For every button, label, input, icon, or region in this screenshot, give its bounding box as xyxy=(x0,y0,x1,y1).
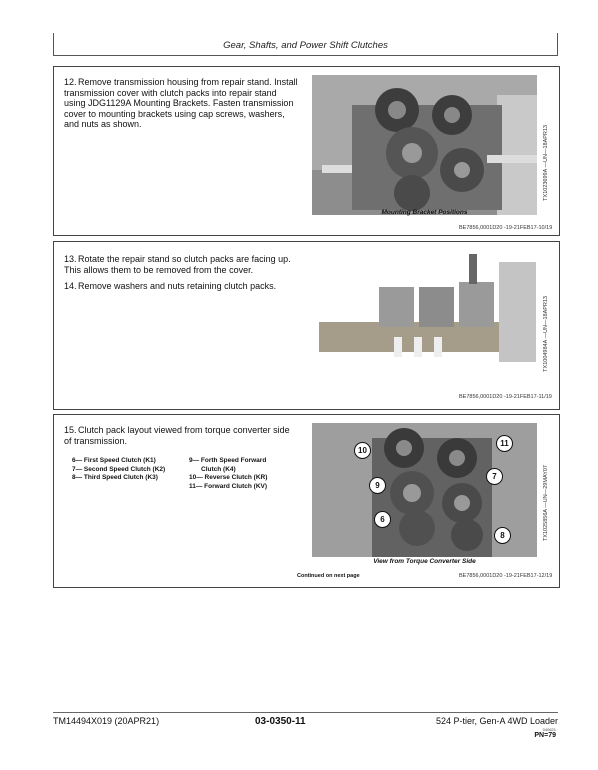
reference-code: BE7856,0001D20 -19-21FEB17-11/19 xyxy=(459,394,552,400)
footer-divider xyxy=(53,712,558,713)
reference-code: BE7856,0001D20 -19-21FEB17-12/19 xyxy=(459,573,553,579)
clutch-packs-illustration xyxy=(319,252,536,370)
clutch-legend-right xyxy=(189,457,267,491)
step-text-area xyxy=(64,77,299,136)
callout-6: 6 xyxy=(374,511,391,528)
footer-page-number: 03-0350-11 xyxy=(255,716,306,727)
step-number: 13. xyxy=(64,254,77,264)
procedure-block-12 xyxy=(53,66,560,236)
photo-caption: View from Torque Converter Side xyxy=(373,558,476,565)
clutch-packs-photo xyxy=(319,252,536,370)
photo-id-code: TX1025856A —UN—29MAY07 xyxy=(543,465,549,542)
footer-pn: PN=79 xyxy=(534,732,556,739)
legend-item: 8— Third Speed Clutch (K3) xyxy=(72,474,158,481)
step-text-area xyxy=(64,254,299,298)
step-15 xyxy=(64,425,299,446)
section-title: Gear, Shafts, and Power Shift Clutches xyxy=(223,40,388,51)
procedure-block-15 xyxy=(53,414,560,588)
photo-id-code: TX1023699A —UN—18APR13 xyxy=(543,125,549,201)
legend-item: 6— First Speed Clutch (K1) xyxy=(72,457,156,464)
procedure-block-13-14 xyxy=(53,241,560,410)
clutch-legend-left xyxy=(72,457,165,483)
callout-9: 9 xyxy=(369,477,386,494)
continued-note: Continued on next page xyxy=(297,573,360,579)
mounting-bracket-photo xyxy=(312,75,537,215)
step-body: Remove washers and nuts retaining clutch packs. xyxy=(78,281,277,291)
photo-id-code: TX1004984A —UN—18APR13 xyxy=(543,296,549,372)
page-header xyxy=(53,33,558,56)
step-number: 12. xyxy=(64,77,77,87)
step-text-area xyxy=(64,425,299,452)
footer-model: 524 P-tier, Gen-A 4WD Loader xyxy=(435,716,558,726)
callout-11: 11 xyxy=(496,435,513,452)
reference-code: BE7856,0001D20 -19-21FEB17-10/19 xyxy=(459,225,553,231)
legend-item: 7— Second Speed Clutch (K2) xyxy=(72,465,166,473)
step-13 xyxy=(64,254,299,275)
callout-10: 10 xyxy=(354,442,371,459)
step-body: Rotate the repair stand so clutch packs are facing up. This allows them to be removed from the cover. xyxy=(64,254,291,275)
transmission-photo-illustration xyxy=(312,75,537,215)
footer-date-code: 040621 xyxy=(542,727,556,732)
legend-item: 9— Forth Speed Forward xyxy=(189,457,267,464)
step-body: Clutch pack layout viewed from torque converter side of transmission. xyxy=(64,425,290,446)
legend-item: 10— Reverse Clutch (KR) xyxy=(189,474,268,481)
step-number: 14. xyxy=(64,281,77,291)
callout-7: 7 xyxy=(486,468,503,485)
step-body: Remove transmission housing from repair stand. Install transmission cover with clutch packs into repair stand using JDG1129A Mounting Brackets. Fasten transmission cover to mounting brackets using cap screws, washers, and nuts as shown. xyxy=(64,77,298,129)
step-number: 15. xyxy=(64,425,77,435)
footer-doc-id: TM14494X019 (20APR21) xyxy=(53,716,160,726)
legend-item: Clutch (K4) xyxy=(201,465,236,473)
photo-caption: Mounting Bracket Positions xyxy=(381,209,468,216)
step-12 xyxy=(64,77,299,130)
step-14 xyxy=(64,281,299,292)
callout-8: 8 xyxy=(494,527,511,544)
legend-item: 11— Forward Clutch (KV) xyxy=(189,482,268,490)
